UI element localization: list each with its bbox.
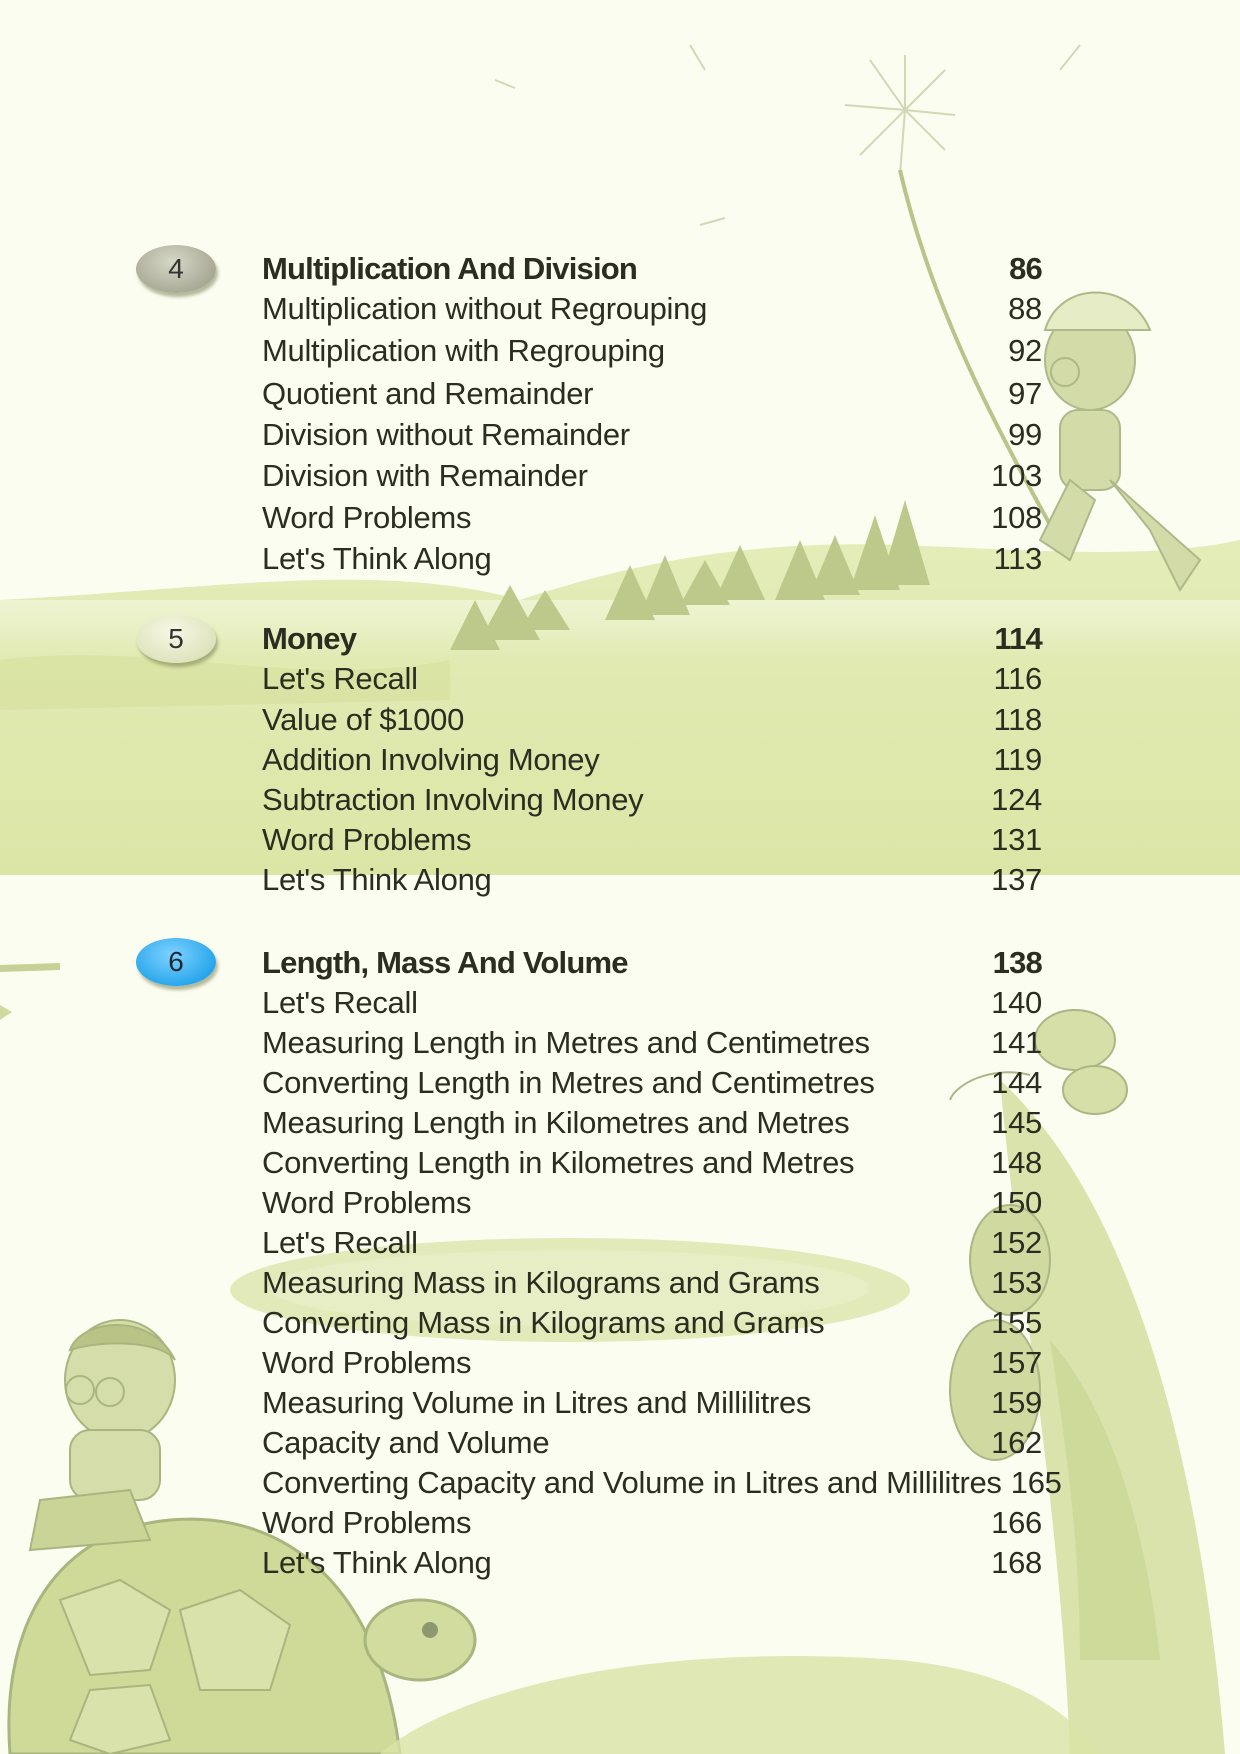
- page-number: 165: [1010, 1465, 1062, 1500]
- section-title: Division with Remainder: [262, 458, 588, 493]
- page-number: 159: [991, 1385, 1042, 1420]
- section-title: Capacity and Volume: [262, 1425, 550, 1460]
- section-title: Converting Capacity and Volume in Litres and Millilitres: [262, 1465, 1002, 1500]
- section-title: Converting Length in Kilometres and Metres: [262, 1145, 855, 1180]
- section-row[interactable]: [262, 1383, 1042, 1423]
- section-title: Measuring Volume in Litres and Millilitres: [262, 1385, 812, 1420]
- page-number: 116: [993, 661, 1042, 696]
- section-row[interactable]: [262, 498, 1042, 538]
- page-number: 103: [991, 458, 1042, 493]
- page-number: 140: [991, 985, 1042, 1020]
- section-title: Word Problems: [262, 500, 472, 535]
- page-number: 150: [991, 1185, 1042, 1220]
- section-row[interactable]: [262, 1463, 1062, 1503]
- section-title: Measuring Length in Metres and Centimetres: [262, 1025, 870, 1060]
- section-row[interactable]: [262, 1303, 1042, 1343]
- chapter-title: Money: [262, 621, 357, 656]
- section-title: Addition Involving Money: [262, 742, 600, 777]
- chapter-title-row[interactable]: [262, 619, 1042, 659]
- section-title: Multiplication without Regrouping: [262, 291, 708, 326]
- section-row[interactable]: [262, 740, 1042, 780]
- section-row[interactable]: [262, 860, 1042, 900]
- section-title: Word Problems: [262, 1345, 472, 1380]
- page-number: 97: [1008, 376, 1042, 411]
- section-row[interactable]: [262, 700, 1042, 740]
- section-row[interactable]: [262, 780, 1042, 820]
- page-number: 144: [991, 1065, 1042, 1100]
- page-number: 148: [991, 1145, 1042, 1180]
- chapter-title: Length, Mass And Volume: [262, 945, 628, 980]
- section-title: Measuring Mass in Kilograms and Grams: [262, 1265, 820, 1300]
- section-title: Value of $1000: [262, 702, 465, 737]
- section-row[interactable]: [262, 1543, 1042, 1583]
- section-title: Division without Remainder: [262, 417, 630, 452]
- page-number: 92: [1008, 333, 1042, 368]
- page-number: 141: [991, 1025, 1042, 1060]
- page-number: 168: [991, 1545, 1042, 1580]
- section-title: Word Problems: [262, 1185, 472, 1220]
- section-title: Converting Mass in Kilograms and Grams: [262, 1305, 825, 1340]
- page-number: 108: [991, 500, 1042, 535]
- page-number: 88: [1008, 291, 1042, 326]
- section-title: Let's Think Along: [262, 541, 492, 576]
- section-row[interactable]: [262, 983, 1042, 1023]
- section-row[interactable]: [262, 1223, 1042, 1263]
- chapter-number-badge: 4: [136, 245, 216, 293]
- section-row[interactable]: [262, 659, 1042, 699]
- section-title: Subtraction Involving Money: [262, 782, 644, 817]
- section-title: Word Problems: [262, 822, 472, 857]
- section-row[interactable]: [262, 820, 1042, 860]
- page-number: 86: [1009, 251, 1042, 286]
- page-number: 114: [994, 621, 1042, 656]
- chapter-title-row[interactable]: [262, 943, 1042, 983]
- chapter-number-badge: 6: [136, 938, 216, 986]
- chapter-title-row[interactable]: [262, 249, 1042, 289]
- section-title: Let's Think Along: [262, 862, 492, 897]
- section-title: Let's Recall: [262, 1225, 418, 1260]
- section-title: Multiplication with Regrouping: [262, 333, 665, 368]
- page-number: 152: [991, 1225, 1042, 1260]
- section-title: Let's Recall: [262, 985, 418, 1020]
- section-row[interactable]: [262, 456, 1042, 496]
- page-number: 131: [991, 822, 1042, 857]
- page-number: 99: [1008, 417, 1042, 452]
- section-row[interactable]: [262, 1343, 1042, 1383]
- section-row[interactable]: [262, 1503, 1042, 1543]
- section-row[interactable]: [262, 289, 1042, 329]
- section-title: Quotient and Remainder: [262, 376, 594, 411]
- page-number: 124: [991, 782, 1042, 817]
- page-number: 137: [991, 862, 1042, 897]
- section-title: Measuring Length in Kilometres and Metres: [262, 1105, 850, 1140]
- section-title: Let's Recall: [262, 661, 418, 696]
- page-number: 153: [991, 1265, 1042, 1300]
- section-title: Let's Think Along: [262, 1545, 492, 1580]
- page-number: 166: [991, 1505, 1042, 1540]
- page-number: 145: [991, 1105, 1042, 1140]
- page-number: 113: [993, 541, 1042, 576]
- section-row[interactable]: [262, 1103, 1042, 1143]
- page-number: 155: [991, 1305, 1042, 1340]
- section-row[interactable]: [262, 1063, 1042, 1103]
- section-row[interactable]: [262, 415, 1042, 455]
- section-row[interactable]: [262, 1183, 1042, 1223]
- section-row[interactable]: [262, 1023, 1042, 1063]
- section-title: Word Problems: [262, 1505, 472, 1540]
- page-number: 138: [992, 945, 1042, 980]
- page-number: 162: [991, 1425, 1042, 1460]
- section-row[interactable]: [262, 1143, 1042, 1183]
- section-row[interactable]: [262, 539, 1042, 579]
- section-row[interactable]: [262, 374, 1042, 414]
- page-number: 157: [991, 1345, 1042, 1380]
- section-row[interactable]: [262, 1263, 1042, 1303]
- chapter-title: Multiplication And Division: [262, 251, 638, 286]
- section-title: Converting Length in Metres and Centimetres: [262, 1065, 875, 1100]
- section-row[interactable]: [262, 331, 1042, 371]
- page-number: 118: [993, 702, 1042, 737]
- section-row[interactable]: [262, 1423, 1042, 1463]
- chapter-number-badge: 5: [136, 615, 216, 663]
- page-number: 119: [993, 742, 1042, 777]
